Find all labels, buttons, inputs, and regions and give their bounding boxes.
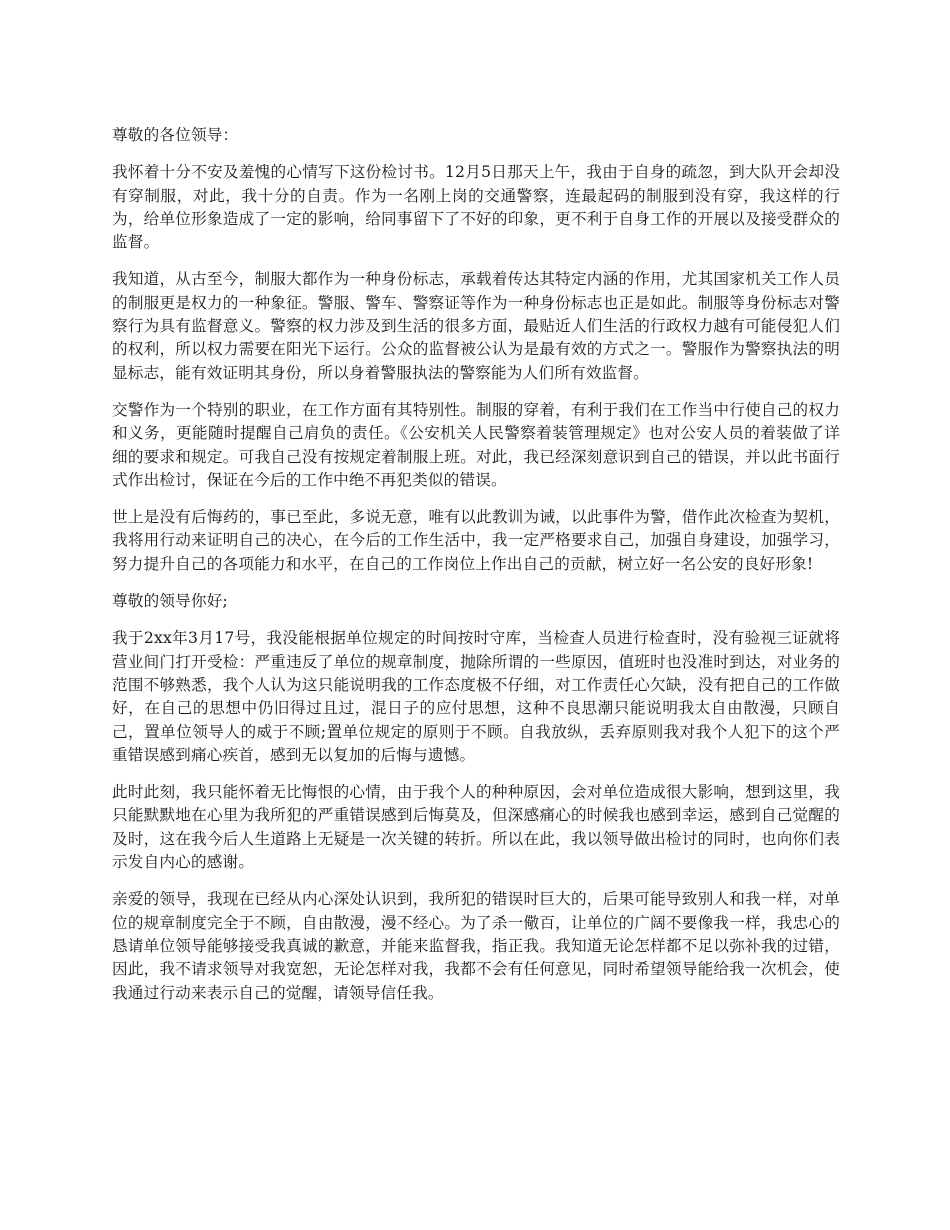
paragraph: 亲爱的领导，我现在已经从内心深处认识到，我所犯的错误时巨大的，后果可能导致别人和我一样，对单位的规章制度完全于不顾，自由散漫，漫不经心。为了杀一儆百，让单位的广阔不要像我一样，我忠心的恳请单位领导能够接受我真诚的歉意，并能来监督我，指正我。我知道无论怎样都不足以弥补我的过错，因此，我不请求领导对我宽恕，无论怎样对我，我都不会有任何意见，同时希望领导能给我一次机会，使我通过行动来表示自己的觉醒，请领导信任我。 [112, 890, 840, 1002]
paragraph: 我于2xx年3月17号，我没能根据单位规定的时间按时守库，当检查人员进行检查时，没有验视三证就将营业间门打开受检：严重违反了单位的规章制度，抛除所谓的一些原因，值班时也没准时到达，对业务的范围不够熟悉，我个人认为这只能说明我的工作态度极不仔细，对工作责任心欠缺，没有把自己的工作做好，在自己的思想中仍旧得过且过，混日子的应付思想，这种不良思潮只能说明我太自由散漫，只顾自己，置单位领导人的威于不顾;置单位规定的原则于不顾。自我放纵，丢弃原则我对我个人犯下的这个严重错误感到痛心疾首，感到无以复加的后悔与遗憾。 [112, 629, 840, 764]
paragraph: 我知道，从古至今，制服大都作为一种身份标志，承载着传达其特定内涵的作用，尤其国家机关工作人员的制服更是权力的一种象征。警服、警车、警察证等作为一种身份标志也正是如此。制服等身份标志对警察行为具有监督意义。警察的权力涉及到生活的很多方面，最贴近人们生活的行政权力越有可能侵犯人们的权利，所以权力需要在阳光下运行。公众的监督被公认为是最有效的方式之一。警服作为警察执法的明显标志，能有效证明其身份，所以身着警服执法的警察能为人们所有效监督。 [112, 270, 840, 382]
document-body [112, 124, 840, 1019]
paragraph: 交警作为一个特别的职业，在工作方面有其特别性。制服的穿着，有利于我们在工作当中行使自己的权力和义务，更能随时提醒自己肩负的责任。《公安机关人民警察着装管理规定》也对公安人员的着装做了详细的要求和规定。可我自己没有按规定着制服上班。对此，我已经深刻意识到自己的错误，并以此书面行式作出检讨，保证在今后的工作中绝不再犯类似的错误。 [112, 400, 840, 489]
paragraph: 此时此刻，我只能怀着无比悔恨的心情，由于我个人的种种原因，会对单位造成很大影响，想到这里，我只能默默地在心里为我所犯的严重错误感到后悔莫及，但深感痛心的时候我也感到幸运，感到自己觉醒的及时，这在我今后人生道路上无疑是一次关键的转折。所以在此，我以领导做出检讨的同时，也向你们表示发自内心的感谢。 [112, 783, 840, 872]
salutation: 尊敬的领导你好; [112, 592, 229, 611]
salutation: 尊敬的各位领导： [112, 126, 239, 144]
paragraph: 世上是没有后悔药的，事已至此，多说无意，唯有以此教训为诫，以此事件为警，借作此次检查为契机，我将用行动来证明自己的决心，在今后的工作生活中，我一定严格要求自己，加强自身建设，加强学习，努力提升自己的各项能力和水平，在自己的工作岗位上作出自己的贡献，树立好一名公安的良好形象! [112, 508, 840, 573]
paragraph: 我怀着十分不安及羞愧的心情写下这份检讨书。12月5日那天上午，我由于自身的疏忽，到大队开会却没有穿制服，对此，我十分的自责。作为一名刚上岗的交通警察，连最起码的制服到没有穿，我这样的行为，给单位形象造成了一定的影响，给同事留下了不好的印象，更不利于自身工作的开展以及接受群众的监督。 [112, 163, 840, 252]
